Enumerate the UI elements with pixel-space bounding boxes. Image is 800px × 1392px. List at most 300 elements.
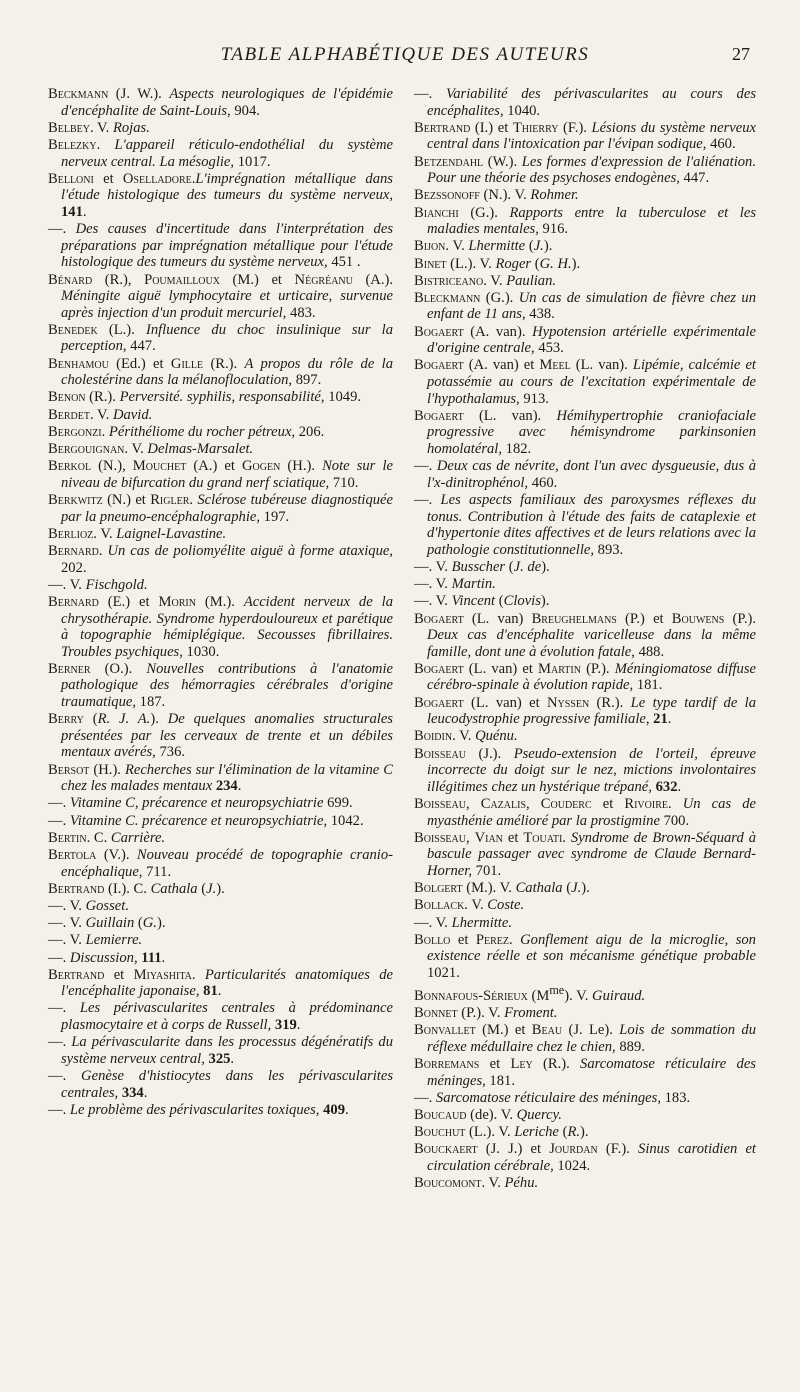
work-title: Les périvascularites centrales à prédominance plasmocytaire et à corps de Russell, — [61, 1000, 393, 1034]
author-name: Bonvallet — [414, 1022, 476, 1039]
entry-text: et — [479, 1056, 511, 1073]
entry-text: , — [526, 796, 541, 812]
author-name: Betzendahl — [414, 153, 484, 170]
author-name: Bogaert — [414, 694, 464, 711]
work-title: G. — [142, 915, 157, 932]
author-name: Bouwens — [671, 610, 725, 627]
entry-text: (O.). — [90, 660, 147, 677]
entry-text: —. V. — [48, 932, 86, 949]
index-entry — [414, 154, 756, 187]
entry-text: (P.). V. — [457, 1005, 505, 1022]
work-title: Accident nerveux de la chrysothérapie. Syndrome hyperdouloureux et parétique à topographie hémiplégique. Secousses fibrillaires. Troubles psychiques, — [61, 593, 393, 660]
entry-text: 206. — [295, 423, 325, 440]
author-name: Berlioz — [48, 525, 94, 542]
work-title: Lésions du système nerveux central dans l'intoxication par l'évipan sodique, — [427, 119, 756, 153]
author-name: Beau — [531, 1022, 563, 1039]
author-name: Bogaert — [414, 323, 464, 340]
index-entry — [414, 593, 756, 610]
entry-text: (N.). V. — [479, 187, 531, 204]
entry-text: . V. — [481, 1175, 505, 1192]
entry-text: ( — [134, 915, 143, 932]
work-title: Rapports entre la tuberculose et les maladies mentales, — [427, 204, 756, 238]
entry-text: (I.) et — [470, 119, 513, 136]
entry-text: —. V. — [414, 914, 452, 931]
entry-text: 438. — [525, 306, 555, 323]
entry-text: (P.) et — [616, 610, 672, 627]
work-title: Lhermitte — [468, 238, 526, 255]
index-entry — [414, 982, 756, 1004]
entry-text: (L. van) et — [463, 694, 547, 711]
entry-text: . — [143, 1084, 148, 1101]
page-ref-bold: 409 — [323, 1101, 345, 1118]
author-name: Oselladore — [122, 170, 192, 187]
index-entry — [414, 932, 756, 982]
entry-text: 447. — [679, 170, 710, 187]
work-title: Leriche — [514, 1124, 559, 1141]
entry-text: . — [98, 542, 108, 559]
author-name: Boisseau — [414, 796, 466, 812]
entry-text: (W.). — [483, 153, 522, 170]
entry-text: 202. — [61, 559, 87, 576]
index-entry — [48, 967, 393, 1000]
index-entry — [414, 324, 756, 357]
entry-text: 904. — [230, 102, 260, 119]
work-title: A propos du rôle de la cholestérine dans la mélanofloculation, — [61, 355, 393, 389]
author-name: Bertola — [48, 846, 97, 863]
index-entry — [48, 458, 393, 491]
work-title: Influence du choc insulinique sur la perception, — [61, 321, 394, 355]
author-name: Thierry — [512, 119, 559, 136]
entry-text: 1021. — [427, 964, 460, 981]
page-ref-bold: 81 — [203, 983, 218, 1000]
work-title: Pseudo-extension de l'orteil, épreuve incorrecte du doigt sur le nez, mictions involontaires illégitimes chez un hystérique trépané, — [427, 745, 756, 795]
author-name: Meel — [539, 357, 571, 374]
entry-text: ). V. — [564, 987, 593, 1004]
work-title: Discussion, — [69, 949, 138, 966]
index-entry — [414, 1141, 756, 1174]
entry-text: 916. — [538, 221, 569, 238]
author-name: Belloni — [48, 170, 94, 187]
entry-text: . — [101, 423, 109, 440]
entry-text: ( — [505, 558, 514, 575]
entry-text: 699. — [323, 795, 353, 812]
entry-text: —. — [48, 1000, 80, 1017]
index-entry — [414, 205, 756, 238]
entry-text: —. V. — [48, 915, 86, 932]
entry-text: 710. — [329, 474, 359, 491]
index-entry — [48, 322, 393, 355]
entry-text: . V. — [452, 728, 476, 745]
work-title: Recherches sur l'élimination de la vitamine C chez les malades mentaux — [61, 761, 393, 795]
entry-text: (R.). — [85, 389, 120, 406]
work-title: Froment. — [504, 1005, 558, 1022]
entry-text: . C. — [86, 829, 111, 846]
index-entry — [414, 273, 756, 290]
index-entry — [414, 576, 756, 593]
work-title: Vincent — [451, 593, 496, 610]
index-entry — [414, 120, 756, 153]
entry-text: (F.). — [597, 1141, 639, 1158]
entry-text: (L. van) et — [463, 660, 539, 677]
entry-text: 197. — [260, 508, 290, 525]
entry-text: (H.). — [89, 761, 125, 778]
work-title: Guiraud. — [592, 987, 646, 1004]
author-name: Berkol — [48, 458, 92, 475]
index-entry — [48, 881, 393, 898]
author-name: Touati — [523, 829, 563, 846]
entry-text: ( — [558, 1124, 568, 1141]
author-name: Couderc — [540, 796, 592, 812]
index-entry — [414, 661, 756, 694]
entry-text: (F.). — [558, 119, 592, 136]
entry-text: —. — [48, 1034, 72, 1051]
work-title: De quelques anomalies structurales présentées par les cerveaux de trente et un débiles mentaux avérés, — [61, 711, 393, 761]
author-name: Bianchi — [414, 204, 459, 221]
work-title: J. — [533, 238, 544, 255]
entry-text: —. — [48, 949, 70, 966]
author-name: Berkwitz — [48, 491, 103, 508]
entry-text: 889. — [615, 1038, 645, 1055]
work-title: La périvascularite dans les processus dégénératifs du système nerveux central, — [61, 1034, 393, 1067]
work-title: Laignel-Lavastine. — [116, 525, 227, 542]
author-name: Négréanu — [294, 271, 353, 288]
work-title: Syndrome de Brown-Séquard à bascule passager avec syndrome de Claude Bernard-Horner, — [427, 829, 756, 879]
entry-text: (J. J.) et — [477, 1141, 550, 1158]
author-name: Perez — [475, 931, 510, 948]
author-name: Bollo — [414, 931, 451, 948]
entry-text: (J. W.). — [108, 86, 170, 102]
entry-text: (J. Le). — [562, 1022, 620, 1039]
entry-text: (P.). — [724, 610, 756, 627]
author-name: Nyssen — [546, 694, 590, 711]
work-title: Des causes d'incertitude dans l'interprétation des préparations par imprégnation métallique pour l'étude histologique des tumeurs du système nerveux, — [61, 221, 393, 271]
work-title: Gonflement aigu de la microglie, son existence réelle et son mécanisme génétique probable — [427, 931, 756, 965]
work-title: Coste. — [487, 897, 525, 914]
entry-text: 483. — [286, 304, 316, 321]
entry-text: (L.). V. — [446, 255, 496, 272]
entry-text: 1040. — [503, 102, 541, 119]
work-title: David. — [112, 406, 153, 423]
work-title: Méningite aiguë lymphocytaire et urticaire, survenue après injection d'un produit mercuriel, — [61, 288, 393, 321]
entry-text: —. V. — [48, 897, 86, 914]
author-name: Mouchet — [132, 458, 187, 475]
index-entry — [48, 272, 393, 322]
entry-text: —. — [414, 1089, 436, 1106]
work-title: Note sur le niveau de bifurcation du grand nerf sciatique, — [61, 458, 393, 491]
entry-text: —. — [48, 221, 76, 238]
work-title: R. J. A. — [97, 711, 151, 728]
work-title: Martin. — [451, 576, 496, 593]
entry-text: (L.). V. — [465, 1124, 515, 1141]
entry-text: 1049. — [324, 389, 362, 406]
author-name: Benedek — [48, 321, 98, 338]
author-name: Breughelmans — [531, 610, 617, 627]
work-title: Cathala — [150, 880, 198, 897]
entry-text: 893. — [594, 541, 624, 558]
entry-text: . — [161, 949, 166, 966]
entry-text: ). — [543, 238, 553, 255]
index-entry — [414, 86, 756, 119]
entry-text: . — [217, 983, 222, 1000]
entry-text: . — [230, 1050, 235, 1067]
left-column — [48, 86, 393, 1119]
entry-text: (A.) et — [186, 458, 243, 475]
work-title: Les aspects familiaux des paroxysmes réflexes du tonus. Contribution à l'étude des faits de cataplexie et d'hypertonie dites affectives et de leurs relations avec la pathologie constitutionnelle, — [427, 491, 757, 558]
author-name: Miyashita — [133, 966, 192, 983]
index-entry — [414, 796, 756, 829]
author-name: Belbey — [48, 119, 90, 136]
entry-text: . V. — [93, 525, 117, 542]
entry-text: 181. — [633, 677, 663, 694]
entry-text: (E.) et — [98, 593, 159, 610]
author-name: Bergonzi — [48, 423, 102, 440]
author-name: Ley — [510, 1056, 533, 1073]
index-entry — [48, 221, 393, 271]
entry-text: (P.). — [580, 660, 615, 677]
index-entry — [414, 1107, 756, 1124]
entry-text: et — [502, 829, 524, 846]
work-title: Nouvelles contributions à l'anatomie pathologique des hémorragies cérébrales d'origine traumatique, — [61, 660, 393, 711]
author-name: Bogaert — [414, 407, 464, 424]
entry-text: ). — [580, 1124, 589, 1141]
work-title: Un cas de myasthénie amélioré par la prostigmine — [427, 796, 756, 829]
entry-text: . — [677, 778, 682, 795]
work-title: L'appareil réticulo-endothélial du système nerveux central. La mésoglie, — [61, 136, 394, 170]
entry-text: . — [191, 170, 196, 187]
entry-text: (M.). V. — [462, 880, 516, 897]
page-ref-bold: 334 — [121, 1084, 144, 1101]
entry-text: —. — [414, 86, 446, 102]
index-entry — [414, 256, 756, 273]
entry-text: 1030. — [182, 643, 220, 660]
author-name: Bijon — [414, 238, 446, 255]
index-entry — [48, 915, 393, 932]
author-name: Bouchut — [414, 1124, 466, 1141]
page-ref-bold: 111 — [141, 949, 162, 966]
entry-text: . — [562, 829, 571, 846]
author-name: Bleckmann — [414, 289, 481, 306]
author-name: Belezky — [48, 136, 97, 153]
work-title: Aspects neurologiques de l'épidémie d'encéphalite de Saint-Louis, — [61, 86, 393, 119]
work-title: L'imprégnation métallique dans l'étude histologique des tumeurs du système nerveux, — [61, 170, 393, 204]
entry-text: 460. — [528, 474, 558, 491]
work-title: Le problème des périvascularites toxiques, — [69, 1101, 320, 1118]
work-title: Sclérose tubéreuse diagnostiquée par la pneumo-encéphalographie, — [61, 491, 393, 525]
work-title: Méningiomatose diffuse cérébro-spinale à évolution rapide, — [427, 660, 757, 694]
entry-text: et — [591, 796, 625, 812]
index-entry — [414, 611, 756, 661]
entry-text: (N.) et — [102, 491, 151, 508]
page-ref-bold: 21 — [653, 711, 668, 728]
entry-text: . V. — [89, 406, 113, 423]
author-name: Benon — [48, 389, 86, 406]
author-name: Bonnafous-Sérieux — [414, 987, 528, 1004]
author-name: Vian — [474, 829, 503, 846]
work-title: Busscher — [451, 558, 506, 575]
entry-text: —. — [414, 458, 437, 475]
entry-text: (M.) et — [219, 271, 295, 288]
author-name: Gille — [170, 355, 204, 372]
index-entry — [48, 577, 393, 594]
work-title: Deux cas d'encéphalite varicelleuse dans la même famille, dont une à évolution fatale, — [427, 627, 756, 660]
author-name: Bistriceano — [414, 272, 484, 289]
entry-text: —. — [48, 1068, 82, 1085]
entry-text: (L. van) — [463, 610, 532, 627]
entry-text: 453. — [534, 340, 564, 357]
page-ref-bold: 325 — [208, 1050, 231, 1067]
entry-text: (M.) et — [475, 1022, 532, 1039]
entry-text: —. V. — [414, 576, 452, 593]
index-entry — [414, 1175, 756, 1192]
page-ref-bold: 632 — [655, 778, 678, 795]
entry-text: . — [82, 203, 87, 220]
entry-text: (Ed.) et — [108, 355, 171, 372]
page-header — [60, 44, 750, 74]
entry-text: 1017. — [234, 153, 271, 170]
index-entry — [48, 492, 393, 525]
entry-text: (L. van). — [570, 357, 633, 374]
author-name: Bertrand — [48, 880, 105, 897]
author-name: Bollack — [414, 897, 465, 914]
entry-text: . V. — [483, 272, 507, 289]
author-name: Beckmann — [48, 86, 109, 102]
entry-text: . — [237, 778, 242, 795]
page-ref-bold: 234 — [215, 778, 238, 795]
index-entry — [48, 932, 393, 949]
entry-text: —. — [48, 812, 70, 829]
entry-text: —. — [414, 491, 441, 508]
entry-text: 460. — [706, 136, 736, 153]
index-entry — [414, 238, 756, 255]
entry-text: ( — [525, 238, 534, 255]
index-entry — [414, 695, 756, 728]
author-name: Bogaert — [414, 660, 464, 677]
entry-text: (A.). — [352, 271, 393, 288]
work-title: Roger — [495, 255, 532, 272]
entry-text: (G.). — [480, 289, 519, 306]
entry-text: . V. — [464, 897, 488, 914]
entry-text: (M — [527, 987, 550, 1004]
page-ref-bold: 141 — [61, 203, 83, 220]
work-title: Guillain — [85, 915, 135, 932]
author-name: Bouckaert — [414, 1141, 478, 1158]
work-title: Sinus carotidien et circulation cérébrale, — [427, 1141, 756, 1175]
author-name: Martin — [538, 660, 581, 677]
author-name: Bezssonoff — [414, 187, 480, 204]
author-name: Boisseau — [414, 829, 466, 846]
author-name: Bonnet — [414, 1005, 458, 1022]
index-entry — [414, 1056, 756, 1089]
entry-text: et — [93, 170, 123, 187]
index-entry — [48, 711, 393, 761]
work-title: G. H. — [539, 255, 572, 272]
work-title: Quercy. — [516, 1107, 562, 1124]
index-entry — [414, 746, 756, 796]
index-entry — [48, 1068, 393, 1101]
entry-text: . — [667, 711, 672, 728]
entry-text: (M.). — [195, 593, 244, 610]
entry-text: 451 . — [327, 254, 361, 271]
entry-text: . — [96, 136, 115, 153]
entry-text: (R.), — [92, 271, 145, 288]
work-title: Quénu. — [475, 728, 518, 745]
entry-text: (I.). C. — [104, 880, 151, 897]
author-name: Binet — [414, 255, 447, 272]
entry-text: —. V. — [414, 558, 452, 575]
author-name: Bertin — [48, 829, 87, 846]
entry-text: 1042. — [327, 812, 364, 829]
work-title: Genèse d'histiocytes dans les périvascularites centrales, — [61, 1068, 393, 1101]
index-entry — [48, 424, 393, 441]
entry-text: . — [509, 931, 521, 948]
author-name: Berner — [48, 660, 91, 677]
entry-text: ). — [541, 558, 550, 575]
entry-text: 701. — [472, 862, 502, 879]
work-title: J. — [206, 880, 217, 897]
work-title: Carrière. — [110, 829, 166, 846]
work-title: J. de — [513, 558, 542, 575]
author-name: Bogaert — [414, 357, 464, 374]
work-title: Sarcomatose réticulaire des méninges, — [435, 1089, 661, 1106]
index-entry — [48, 407, 393, 424]
entry-text: . — [296, 1017, 301, 1034]
author-name: Berdet — [48, 406, 90, 423]
entry-text: ). — [571, 255, 581, 272]
author-name: Boucaud — [414, 1107, 467, 1124]
entry-text: 181. — [485, 1072, 515, 1089]
index-entry — [48, 795, 393, 812]
page-number: 27 — [732, 44, 750, 64]
entry-text: ). — [156, 915, 166, 932]
entry-text: (L.). — [97, 321, 146, 338]
index-entry — [48, 171, 393, 221]
author-name: Cazalis — [480, 796, 527, 812]
work-title: Delmas-Marsalet. — [147, 441, 254, 457]
entry-text: (L. van). — [463, 407, 557, 424]
index-entry — [48, 526, 393, 543]
author-name: Bertrand — [414, 119, 471, 136]
entry-text: , — [465, 796, 481, 812]
index-entry — [48, 543, 393, 576]
index-entry — [48, 830, 393, 847]
work-title: Nouveau procédé de topographie cranio-encéphalique, — [61, 846, 393, 880]
entry-text: ). — [540, 593, 550, 610]
entry-text: (N.), — [91, 458, 133, 475]
author-name: Benhamou — [48, 355, 109, 372]
index-entry — [414, 915, 756, 932]
work-title: Perversité. syphilis, responsabilité, — [119, 389, 325, 406]
entry-text: 183. — [660, 1089, 691, 1106]
entry-text: 488. — [634, 643, 665, 660]
index-entry — [414, 830, 756, 880]
entry-text: —. V. — [414, 593, 452, 610]
work-title: Sarcomatose réticulaire des méninges, — [427, 1056, 756, 1089]
author-name: Bergouignan — [48, 441, 125, 457]
work-title: Particularités anatomiques de l'encéphalite japonaise, — [61, 966, 393, 1000]
author-name: Bogaert — [414, 610, 464, 627]
work-title: Lhermitte. — [451, 914, 512, 931]
author-name: Boidin — [414, 728, 453, 745]
entry-text: (A. van). — [463, 323, 533, 340]
work-title: Rojas. — [112, 119, 150, 136]
work-title: Vitamine C, précarence et neuropsychiatrie — [69, 795, 324, 812]
entry-text: —. V. — [48, 576, 86, 593]
index-entry — [48, 120, 393, 137]
work-title: Les formes d'expression de l'aliénation. Pour une théorie des psychoses endogènes, — [427, 153, 757, 187]
index-entry — [48, 389, 393, 406]
index-entry — [414, 1090, 756, 1107]
author-name: Bersot — [48, 761, 90, 778]
